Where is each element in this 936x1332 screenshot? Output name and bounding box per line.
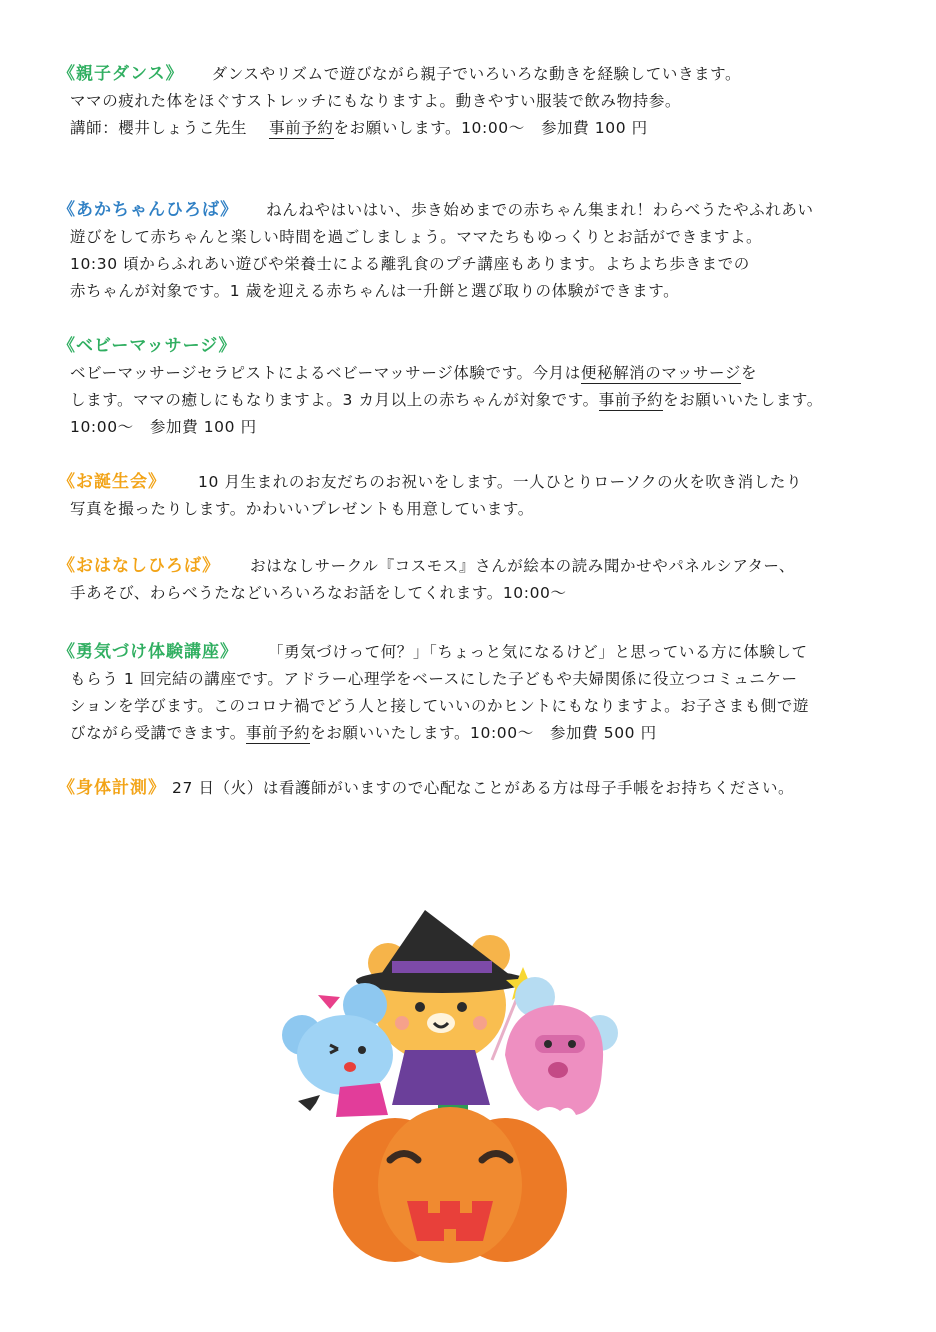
section-birthday [58, 469, 894, 523]
section-text: 10:30 頃からふれあい遊びや栄養士による離乳食のプチ講座もあります。よちよち歩きまでの [70, 255, 750, 273]
instructor-text: 講師：櫻井しょうこ先生 [70, 119, 248, 137]
section-text: をお願いします。10:00～ 参加費 100 円 [333, 119, 648, 137]
reservation-note: 事前予約 [598, 391, 664, 409]
section-text: ションを学びます。このコロナ禍でどう人と接していいのかヒントにもなりますよ。お子さまも側で遊 [70, 697, 810, 715]
pink-ghost-icon [505, 977, 618, 1115]
section-courage-course [58, 639, 894, 747]
section-text: をお願いいたします。10:00～ 参加費 500 円 [310, 724, 657, 742]
section-text: ママの疲れた体をほぐすストレッチにもなりますよ。動きやすい服装で飲み物持参。 [70, 92, 682, 110]
section-title: 《親子ダンス》 [58, 64, 184, 84]
halloween-characters-pumpkin-illustration [280, 905, 620, 1265]
section-story-hiroba [58, 553, 894, 607]
section-title: 《お誕生会》 [58, 472, 166, 492]
section-text: ベビーマッサージセラピストによるベビーマッサージ体験です。今月は [70, 364, 581, 382]
section-title: 《ベビーマッサージ》 [58, 336, 237, 356]
section-text: します。ママの癒しにもなりますよ。3 カ月以上の赤ちゃんが対象です。 [70, 391, 599, 409]
section-title: 《勇気づけ体験講座》 [58, 642, 238, 662]
section-text: をお願いいたします。 [663, 391, 823, 409]
section-text: もらう 1 回完結の講座です。アドラー心理学をベースにした子どもや夫婦関係に役立つコミュニケー [70, 670, 798, 688]
section-text: を [740, 364, 758, 382]
section-text: 27 日（火）は看護師がいますので心配なことがある方は母子手帳をお持ちください。 [172, 779, 795, 797]
massage-topic: 便秘解消のマッサージ [580, 364, 741, 382]
section-title: 《あかちゃんひろば》 [58, 200, 239, 220]
section-akachan-hiroba [58, 197, 894, 305]
section-title: 《おはなしひろば》 [58, 556, 221, 576]
section-text: びながら受講できます。 [70, 724, 246, 742]
section-text: ダンスやリズムで遊びながら親子でいろいろな動きを経験していきます。 [211, 65, 742, 83]
reservation-note: 事前予約 [245, 724, 311, 742]
section-body-measurement [58, 775, 894, 802]
section-oyako-dance [58, 61, 894, 142]
pumpkin-icon [333, 1100, 567, 1263]
section-baby-massage [58, 333, 894, 441]
section-text: 10 月生まれのお友だちのお祝いをします。一人ひとりローソクの火を吹き消したり [198, 473, 803, 491]
blue-mouse-icon [282, 983, 393, 1117]
section-text: 遊びをして赤ちゃんと楽しい時間を過ごしましょう。ママたちもゆっくりとお話ができますよ。 [70, 228, 763, 246]
reservation-note: 事前予約 [269, 119, 334, 137]
section-text: 手あそび、わらべうたなどいろいろなお話をしてくれます。10:00～ [70, 584, 567, 602]
section-text: 赤ちゃんが対象です。1 歳を迎える赤ちゃんは一升餅と選び取りの体験ができます。 [70, 282, 680, 300]
section-text: 「勇気づけって何？」「ちょっと気になるけど」と思っている方に体験して [268, 643, 808, 661]
section-text: ねんねやはいはい、歩き始めまでの赤ちゃん集まれ！わらべうたやふれあい [266, 201, 814, 219]
section-text: 写真を撮ったりします。かわいいプレゼントも用意しています。 [70, 500, 534, 518]
section-text: 10:00～ 参加費 100 円 [70, 418, 257, 436]
section-text: おはなしサークル『コスモス』さんが絵本の読み聞かせやパネルシアター、 [250, 557, 796, 575]
section-title: 《身体計測》 [58, 778, 166, 798]
